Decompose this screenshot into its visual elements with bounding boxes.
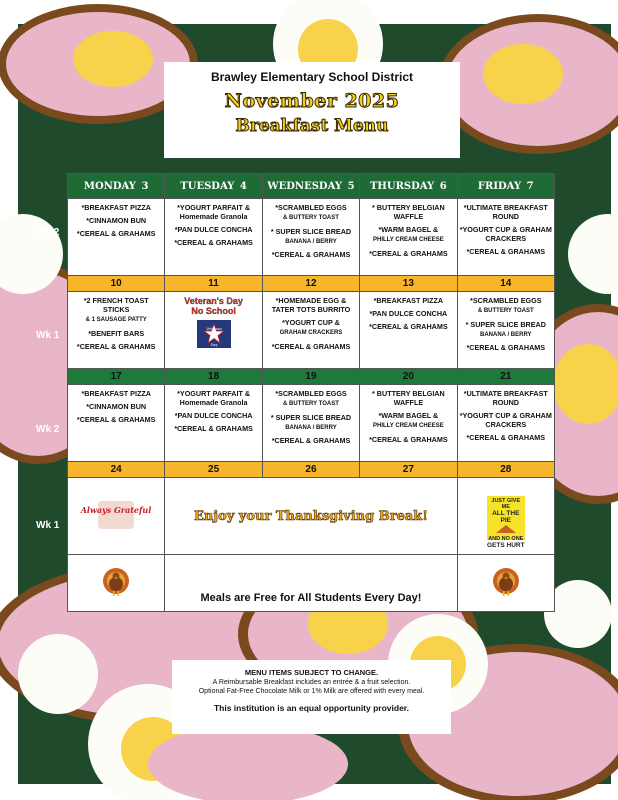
- title-box: [164, 62, 460, 158]
- menu-calendar: [67, 173, 555, 612]
- menu-item: *CEREAL & GRAHAMS: [76, 415, 156, 424]
- date-cell: 26: [262, 462, 359, 478]
- date-cell: 27: [360, 462, 457, 478]
- date-row: [68, 369, 555, 385]
- date-cell: 10: [68, 276, 165, 292]
- menu-cell: [457, 199, 554, 276]
- menu-cell: [360, 199, 457, 276]
- menu-item: * BUTTERY BELGIAN WAFFLE: [372, 203, 445, 221]
- menu-cell: [68, 199, 165, 276]
- notice-milk: Optional Fat-Free Chocolate Milk or 1% Milk are offered with every meal.: [198, 688, 425, 695]
- menu-item: *YOGURT PARFAIT & Homemade Granola: [177, 389, 251, 407]
- menu-cell: [457, 385, 554, 462]
- holiday-cell: [165, 292, 262, 369]
- turkey-cell: [68, 555, 165, 612]
- menu-cell: [68, 385, 165, 462]
- menu-item: *CEREAL & GRAHAMS: [369, 248, 448, 258]
- always-grateful-icon: [80, 497, 152, 533]
- menu-row: [68, 199, 555, 276]
- menu-item: * SUPER SLICE BREAD BANANA / BERRY: [270, 412, 352, 431]
- menu-cell: [262, 292, 359, 369]
- menu-item: *CEREAL & GRAHAMS: [466, 433, 546, 442]
- date-row: [68, 462, 555, 478]
- day-header: THURSDAY 6: [360, 174, 457, 199]
- menu-row: [68, 385, 555, 462]
- menu-cell: [68, 292, 165, 369]
- menu-row: [68, 292, 555, 369]
- week-label: Wk 1: [36, 330, 60, 341]
- menu-item: *CEREAL & GRAHAMS: [76, 341, 156, 351]
- holiday-label: Veteran's Day No School: [184, 296, 243, 317]
- grateful-cell: [68, 478, 165, 555]
- menu-item: *ULTIMATE BREAKFAST ROUND: [463, 389, 548, 407]
- menu-item: *2 FRENCH TOAST STICKS & 1 SAUSAGE PATTY: [83, 296, 149, 323]
- menu-cell: [360, 385, 457, 462]
- menu-item: *ULTIMATE BREAKFAST ROUND: [463, 203, 548, 221]
- flag-star-icon: [197, 320, 231, 348]
- date-cell: 13: [360, 276, 457, 292]
- menu-item: *WARM BAGEL & PHILLY CREAM CHEESE: [373, 411, 444, 429]
- svg-text:Veterans: Veterans: [205, 326, 222, 331]
- menu-item: *SCRAMBLED EGGS & BUTTERY TOAST: [275, 203, 347, 221]
- date-cell: 12: [262, 276, 359, 292]
- pie-sign-icon: JUST GIVE ME ALL THE PIE AND NO ONE GETS HURT: [487, 498, 525, 550]
- always-grateful-text: Always Grateful: [80, 505, 152, 515]
- date-cell: 20: [360, 369, 457, 385]
- date-cell: 18: [165, 369, 262, 385]
- date-cell: 28: [457, 462, 554, 478]
- menu-item: *PAN DULCE CONCHA: [369, 309, 448, 318]
- month-title: November 2025: [224, 90, 400, 112]
- thanksgiving-row: [68, 478, 555, 555]
- menu-item: *BENEFIT BARS: [88, 328, 145, 338]
- menu-cell: [262, 385, 359, 462]
- footer-notice: [172, 660, 451, 734]
- menu-item: *PAN DULCE CONCHA: [174, 225, 253, 234]
- menu-cell: [165, 385, 262, 462]
- menu-item: *CEREAL & GRAHAMS: [466, 343, 546, 352]
- menu-item: *CEREAL & GRAHAMS: [174, 424, 253, 433]
- menu-item: *CEREAL & GRAHAMS: [76, 229, 156, 238]
- menu-item: *YOGURT CUP & GRAHAM CRACKERS: [459, 411, 552, 429]
- menu-cell: [457, 292, 554, 369]
- date-cell: 11: [165, 276, 262, 292]
- menu-item: *CEREAL & GRAHAMS: [466, 247, 546, 256]
- menu-item: *SCRAMBLED EGGS & BUTTERY TOAST: [275, 389, 347, 407]
- menu-title: Breakfast Menu: [235, 116, 389, 136]
- day-header: TUESDAY 4: [165, 174, 262, 199]
- free-meals-message: Meals are Free for All Students Every Day!: [200, 592, 422, 604]
- day-header: MONDAY 3: [68, 174, 165, 199]
- day-header: FRIDAY 7: [457, 174, 554, 199]
- day-header-row: [68, 174, 555, 199]
- date-cell: 19: [262, 369, 359, 385]
- menu-item: *CINNAMON BUN: [86, 402, 147, 411]
- week-label: Wk 1: [36, 520, 60, 531]
- menu-item: *CEREAL & GRAHAMS: [369, 434, 448, 444]
- menu-item: *WARM BAGEL & PHILLY CREAM CHEESE: [373, 225, 444, 243]
- menu-cell: [360, 292, 457, 369]
- menu-item: *CEREAL & GRAHAMS: [271, 436, 351, 445]
- menu-item: * SUPER SLICE BREAD BANANA / BERRY: [465, 319, 546, 338]
- menu-cell: [262, 199, 359, 276]
- pie-cell: [457, 478, 554, 555]
- notice-equal-opportunity: This institution is an equal opportunity provider.: [213, 703, 410, 713]
- date-cell: 21: [457, 369, 554, 385]
- date-cell: 24: [68, 462, 165, 478]
- free-meals-cell: [165, 555, 457, 612]
- menu-item: *CEREAL & GRAHAMS: [271, 250, 351, 259]
- week-label: Wk 2: [36, 424, 60, 435]
- turkey-icon: [99, 565, 133, 599]
- menu-item: *CEREAL & GRAHAMS: [369, 322, 448, 331]
- menu-item: *BREAKFAST PIZZA: [373, 296, 444, 305]
- date-cell: 14: [457, 276, 554, 292]
- menu-item: *BREAKFAST PIZZA: [81, 389, 151, 398]
- notice-change: MENU ITEMS SUBJECT TO CHANGE.: [244, 668, 379, 677]
- notice-reimbursable: A Reimbursable Breakfast includes an entrée & a fruit selection.: [212, 679, 411, 686]
- thanksgiving-message: Enjoy your Thanksgiving Break!: [193, 508, 428, 524]
- free-meals-row: [68, 555, 555, 612]
- district-name: Brawley Elementary School District: [210, 70, 414, 84]
- week-label: Wk 2: [36, 227, 60, 238]
- date-cell: 17: [68, 369, 165, 385]
- menu-item: * BUTTERY BELGIAN WAFFLE: [372, 389, 445, 407]
- menu-item: *YOGURT PARFAIT & Homemade Granola: [177, 203, 251, 221]
- thanksgiving-cell: [165, 478, 457, 555]
- menu-item: *SCRAMBLED EGGS & BUTTERY TOAST: [470, 296, 542, 314]
- turkey-cell: [457, 555, 554, 612]
- menu-item: *HOMEMADE EGG & TATER TOTS BURRITO: [271, 296, 351, 314]
- turkey-icon: [489, 565, 523, 599]
- menu-item: *CEREAL & GRAHAMS: [174, 238, 253, 247]
- menu-item: *PAN DULCE CONCHA: [174, 411, 253, 420]
- menu-item: * SUPER SLICE BREAD BANANA / BERRY: [270, 226, 352, 245]
- svg-text:Day: Day: [210, 342, 218, 347]
- date-row: [68, 276, 555, 292]
- day-header: WEDNESDAY 5: [262, 174, 359, 199]
- date-cell: 25: [165, 462, 262, 478]
- menu-item: *CINNAMON BUN: [86, 216, 147, 225]
- menu-cell: [165, 199, 262, 276]
- menu-item: *BREAKFAST PIZZA: [81, 203, 151, 212]
- menu-item: *YOGURT CUP & GRAHAM CRACKERS: [459, 225, 552, 243]
- menu-item: *CEREAL & GRAHAMS: [271, 341, 351, 351]
- menu-item: *YOGURT CUP & GRAHAM CRACKERS: [279, 318, 343, 336]
